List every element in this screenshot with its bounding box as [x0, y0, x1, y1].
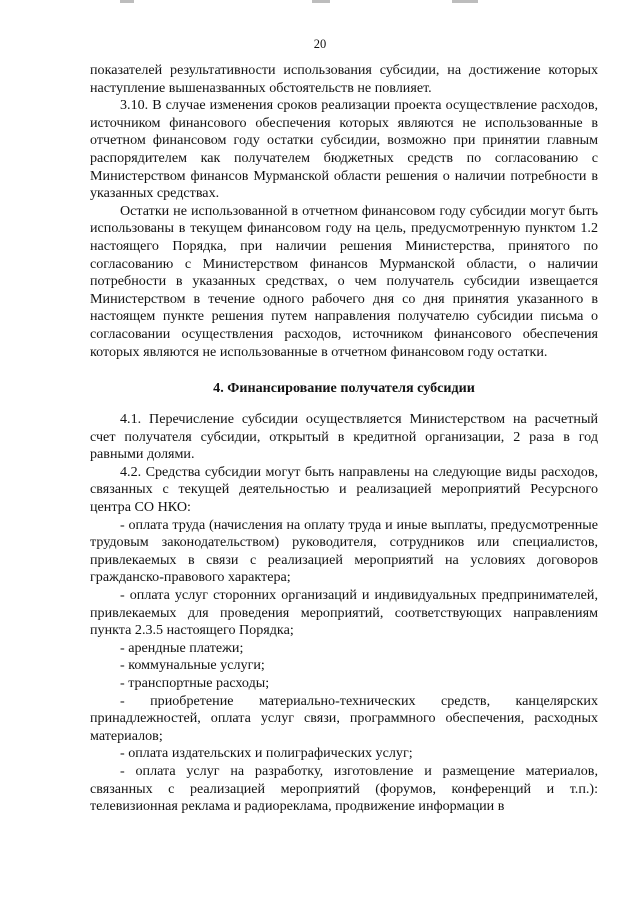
section-heading: 4. Финансирование получателя субсидии [213, 380, 475, 397]
paragraph-remaining-funds: Остатки не использованной в отчетном финансовом году субсидии могут быть использованы в текущем финансовом году на цель, предусмотренную пунктом 1.2 настоящего Порядка, при наличии решения Министерства, принятого по согласованию с Министерством финансов Мурманской области, о наличии потребности в указанных средствах, о чем получатель субсидии извещается Министерством в течение одного рабочего дня со дня принятия указанного в настоящем пункте решения путем направления получателю субсидии письма о согласовании осуществления расходов, источником финансового обеспечения которых являются не использованные в отчетном финансовом году остатки. [90, 202, 598, 360]
list-item: - приобретение материально-технических средств, канцелярских принадлежностей, оплата услуг связи, программного обеспечения, расходных материалов; [90, 692, 598, 744]
list-item: - оплата услуг сторонних организаций и индивидуальных предпринимателей, привлекаемых для проведения мероприятий, соответствующих направлениям пункта 2.3.5 настоящего Порядка; [90, 587, 598, 639]
paragraph-4-1: 4.1. Перечисление субсидии осуществляется Министерством на расчетный счет получателя субсидии, открытый в кредитной организации, 2 раза в год равными долями. [90, 411, 598, 463]
scan-mark [120, 0, 134, 3]
scan-mark [452, 0, 478, 3]
list-item: - арендные платежи; [120, 639, 244, 656]
paragraph-continuation: показателей результативности использования субсидии, на достижение которых наступление вышеназванных обстоятельств не повлияет. [90, 62, 598, 96]
list-item: - коммунальные услуги; [120, 657, 265, 674]
list-item: - оплата услуг на разработку, изготовление и размещение материалов, связанных с реализацией мероприятий (форумов, конференций и т.п.): телевизионная реклама и радиореклама, продвижение информации в [90, 762, 598, 815]
list-item: - оплата издательских и полиграфических услуг; [120, 745, 413, 762]
scan-top-marks [0, 0, 640, 6]
expense-list [90, 517, 598, 816]
scan-mark [312, 0, 330, 3]
paragraph-4-2: 4.2. Средства субсидии могут быть направлены на следующие виды расходов, связанных с текущей деятельностью и реализацией мероприятий Ресурсного центра СО НКО: [90, 463, 598, 516]
document-body [90, 62, 598, 816]
page-number: 20 [313, 37, 327, 51]
paragraph-3-10: 3.10. В случае изменения сроков реализации проекта осуществление расходов, источником финансового обеспечения которых являются не использованные в отчетном финансовом году остатки субсидии, возможно при принятии главным распорядителем как получателем бюджетных средств по согласованию с Министерством финансов Мурманской области решения о наличии потребности в указанных средствах. [90, 97, 598, 202]
list-item: - транспортные расходы; [120, 675, 270, 691]
list-item: - оплата труда (начисления на оплату труда и иные выплаты, предусмотренные трудовым законодательством) руководителя, сотрудников или специалистов, привлекаемых в связи с реализацией мероприятий на условиях договоров гражданско-правового характера; [90, 516, 598, 586]
heading-spacer [90, 397, 598, 411]
